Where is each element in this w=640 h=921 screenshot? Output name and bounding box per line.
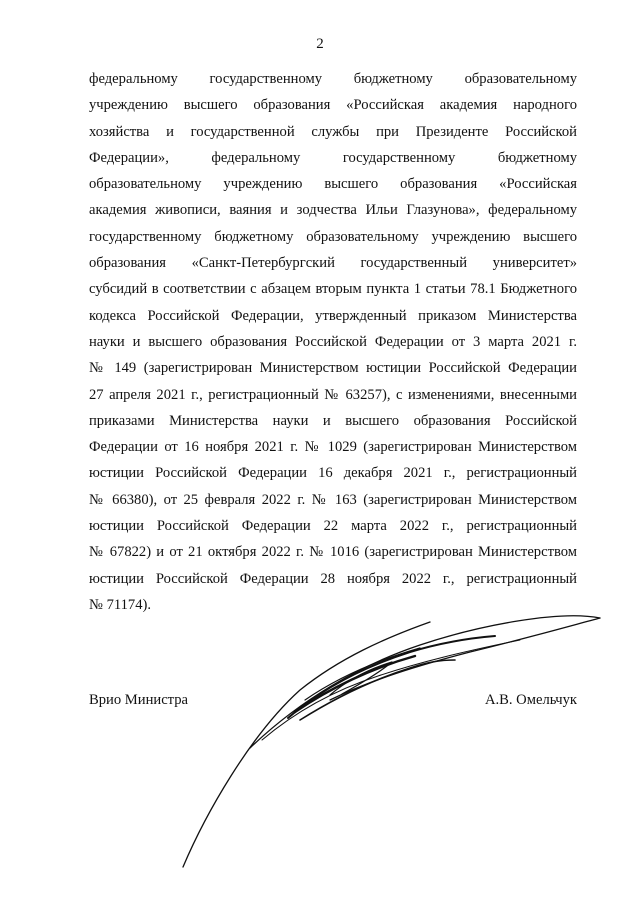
text-line: Федерации от 16 ноября 2021 г. № 1029 (зарегистрирован Министерством: [89, 439, 577, 456]
text-line: № 149 (зарегистрирован Министерством юстиции Российской Федерации: [89, 360, 577, 377]
text-line: учреждению высшего образования «Российская академия народного: [89, 97, 577, 114]
text-line: приказами Министерства науки и высшего образования Российской: [89, 412, 577, 429]
page-number: 2: [316, 36, 324, 52]
text-line: субсидий в соответствии с абзацем вторым пункта 1 статьи 78.1 Бюджетного: [89, 281, 577, 298]
text-line: № 67822) и от 21 октября 2022 г. № 1016 (зарегистрирован Министерством: [89, 544, 577, 561]
body-text: [89, 66, 577, 618]
text-line: Федерации», федеральному государственному бюджетному: [89, 149, 577, 166]
text-line: юстиции Российской Федерации 22 марта 2022 г., регистрационный: [89, 518, 577, 535]
text-line: № 71174).: [89, 596, 152, 613]
text-line: образования «Санкт-Петербургский государственный университет»: [89, 255, 577, 272]
signatory-title: Врио Министра: [89, 692, 188, 708]
text-line: хозяйства и государственной службы при Президенте Российской: [89, 123, 577, 140]
text-line: академия живописи, ваяния и зодчества Ильи Глазунова», федеральному: [89, 202, 577, 219]
text-line: юстиции Российской Федерации 16 декабря 2021 г., регистрационный: [89, 465, 577, 482]
text-line: № 66380), от 25 февраля 2022 г. № 163 (зарегистрирован Министерством: [89, 491, 577, 508]
text-line: федеральному государственному бюджетному образовательному: [89, 71, 577, 87]
text-line: кодекса Российской Федерации, утвержденный приказом Министерства: [89, 307, 577, 324]
signatory-name: А.В. Омельчук: [484, 692, 577, 708]
text-line: образовательному учреждению высшего образования «Российская: [89, 176, 577, 193]
text-line: 27 апреля 2021 г., регистрационный № 63257), с изменениями, внесенными: [89, 386, 577, 403]
text-line: науки и высшего образования Российской Федерации от 3 марта 2021 г.: [89, 333, 577, 350]
text-line: государственному бюджетному образовательному учреждению высшего: [89, 228, 577, 245]
text-line: юстиции Российской Федерации 28 ноября 2022 г., регистрационный: [89, 570, 577, 587]
